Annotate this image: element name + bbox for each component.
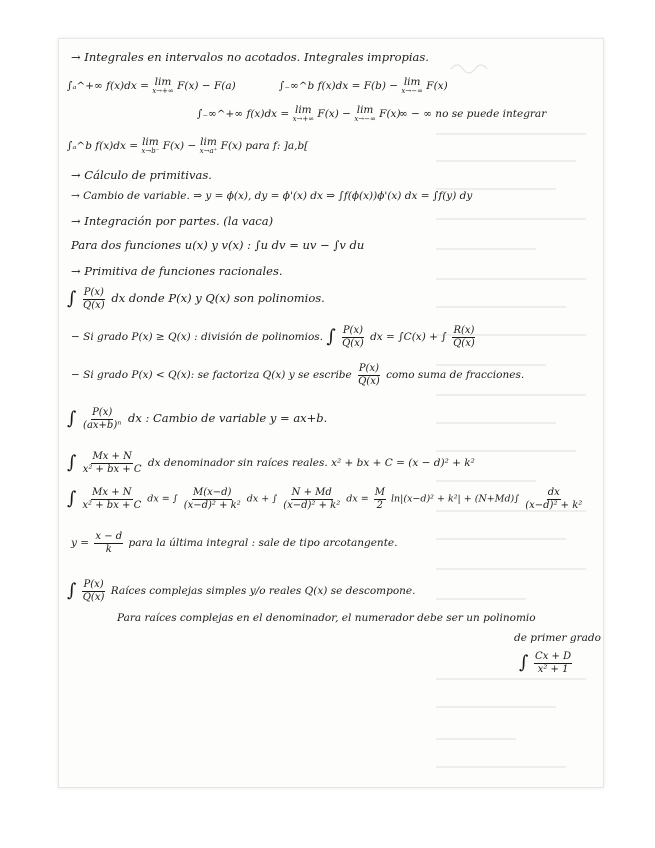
formula-integral-full-line (197, 105, 401, 123)
denominator: x² + 1 (537, 663, 569, 675)
fraction (82, 287, 106, 311)
text-rest: para la última integral : sale de tipo arcotangente. (128, 537, 398, 549)
denominator: x² + bx + C (82, 463, 142, 475)
formula-rhs: F(x) − F(a) (177, 79, 236, 92)
numerator: P(x) (342, 325, 363, 336)
lim-label: lim (142, 136, 159, 148)
numerator: P(x) (358, 363, 379, 374)
fraction (82, 451, 143, 475)
limit-operator (293, 105, 315, 123)
lim-label: lim (403, 76, 421, 88)
limit-operator (141, 137, 159, 155)
text-rest: como suma de fracciones. (386, 369, 525, 381)
limit-operator (354, 105, 376, 123)
lim-subscript: x→+∞ (152, 86, 174, 95)
integral-sign: ∫ (67, 288, 77, 309)
numerator: Cx + D (535, 651, 572, 662)
text-rest: ln|(x−d)² + k²| + (N+Md)∫ (391, 493, 520, 505)
rule-text: − Si grado P(x) ≥ Q(x) : división de polinomios. (71, 331, 324, 343)
lim-subscript: x→b⁻ (141, 146, 160, 155)
text-pre: y = (71, 537, 90, 549)
denominator: (x−d)² + k² (525, 499, 583, 511)
text-eq: dx = ∫ (147, 493, 178, 505)
fraction (94, 531, 123, 555)
note-inf-minus-inf: ∞ − ∞ no se puede integrar (399, 108, 547, 120)
denominator: (x−d)² + k² (183, 499, 241, 511)
formula-lhs: ∫ₐ^b f(x)dx = (67, 139, 139, 152)
formula-lhs: ∫₋∞^+∞ f(x)dx = (197, 107, 290, 120)
fraction (183, 487, 242, 511)
fraction (282, 487, 341, 511)
numerator: Mx + N (92, 487, 132, 498)
formula-integral-neg-inf-to-b (279, 77, 448, 95)
denominator: k (105, 543, 112, 555)
lim-label: lim (294, 104, 312, 116)
integral-sign: ∫ (67, 580, 77, 601)
numerator: P(x) (92, 407, 113, 418)
formula-integral-open-interval (67, 137, 308, 155)
heading-change-of-variable: → Cambio de variable. ⇒ y = ϕ(x), dy = ϕ'(x) dx ⇒ ∫f(ϕ(x))ϕ'(x) dx = ∫f(y) dy (71, 190, 473, 202)
fraction (524, 487, 583, 511)
rule-quadratic-no-real-roots (67, 451, 475, 475)
numerator: N + Md (291, 487, 332, 498)
rule-linear-power (67, 407, 327, 431)
denominator: x² + bx + C (82, 499, 142, 511)
fraction (82, 407, 122, 431)
rule-degree-ge (71, 325, 478, 349)
lim-subscript: x→−∞ (354, 114, 376, 123)
numerator: R(x) (453, 325, 475, 336)
fraction (452, 325, 476, 349)
integral-sign: ∫ (519, 652, 529, 673)
heading-integration-by-parts: → Integración por partes. (la vaca) (71, 214, 274, 228)
numerator: Mx + N (92, 451, 132, 462)
limit-operator (200, 137, 218, 155)
text-rest: dx donde P(x) y Q(x) son polinomios. (111, 291, 325, 305)
notebook-page (58, 38, 604, 788)
integral-sign: ∫ (326, 326, 336, 347)
rule-text: − Si grado P(x) < Q(x): se factoriza Q(x) y se escribe (71, 369, 352, 381)
bleed-through-text (431, 39, 601, 787)
lim-label: lim (200, 136, 217, 148)
denominator: Q(x) (453, 337, 475, 349)
text-plus: dx + ∫ (246, 493, 278, 505)
formula-lhs: ∫₋∞^b f(x)dx = F(b) − (279, 79, 399, 92)
formula-integral-a-to-inf (67, 77, 236, 95)
heading-rational-functions: → Primitiva de funciones racionales. (71, 264, 283, 278)
formula-rhs: F(x) para f: ]a,b[ (220, 139, 309, 152)
denominator: (ax+b)ⁿ (83, 419, 122, 431)
fraction (534, 651, 572, 675)
text-rest: Raíces complejas simples y/o reales Q(x) se descompone. (110, 585, 416, 597)
numerator: M (374, 487, 385, 498)
lim-subscript: x→+∞ (292, 114, 315, 123)
integral-sign: ∫ (67, 488, 77, 509)
text-rational-integral (67, 287, 325, 311)
lim-subscript: x→−∞ (401, 86, 423, 95)
formula-quadratic-decomposition (67, 487, 585, 511)
lim-label: lim (154, 76, 172, 88)
formula-rhs: F(x) (426, 79, 448, 92)
fraction (357, 363, 381, 387)
limit-operator (401, 77, 423, 95)
fraction (341, 325, 365, 349)
text-rest: dx denominador sin raíces reales. x² + bx + C = (x − d)² + k² (147, 457, 475, 469)
text-first-degree: de primer grado (514, 632, 601, 644)
fraction (82, 579, 106, 603)
numerator: dx (547, 487, 560, 498)
numerator: x − d (95, 531, 123, 542)
lim-subscript: x→a⁺ (199, 146, 218, 155)
text-eq: dx = (346, 493, 369, 505)
formula-rhs: F(x) (379, 107, 401, 120)
numerator: P(x) (83, 579, 104, 590)
denominator: Q(x) (342, 337, 364, 349)
numerator: P(x) (83, 287, 104, 298)
text-complex-roots-note: Para raíces complejas en el denominador, el numerador debe ser un polinomio (117, 612, 536, 624)
text-mid: dx = ∫C(x) + ∫ (370, 331, 447, 343)
limit-operator (152, 77, 174, 95)
fraction (374, 487, 386, 511)
formula-mid: F(x) − (317, 107, 351, 120)
denominator: Q(x) (82, 591, 105, 603)
rule-arctangent-substitution (71, 531, 397, 555)
numerator: M(x−d) (192, 487, 232, 498)
formula-lhs: ∫ₐ^+∞ f(x)dx = (67, 79, 149, 92)
integral-sign: ∫ (67, 452, 77, 473)
rule-complex-roots (67, 579, 415, 603)
fraction (81, 487, 142, 511)
lim-label: lim (356, 104, 374, 116)
rule-degree-lt (71, 363, 524, 387)
integral-sign: ∫ (67, 408, 77, 429)
denominator: Q(x) (358, 375, 380, 387)
text-rest: dx : Cambio de variable y = ax+b. (127, 411, 328, 425)
text-integration-by-parts-formula: Para dos funciones u(x) y v(x) : ∫u dv = uv − ∫v du (71, 238, 365, 252)
heading-primitives: → Cálculo de primitivas. (71, 168, 212, 182)
denominator: (x−d)² + k² (283, 499, 341, 511)
denominator: 2 (376, 499, 384, 511)
formula-mid: F(x) − (162, 139, 197, 152)
denominator: Q(x) (83, 299, 105, 311)
heading-improper-integrals: → Integrales en intervalos no acotados. Integrales impropias. (71, 50, 429, 64)
example-first-degree-fraction (519, 651, 574, 675)
